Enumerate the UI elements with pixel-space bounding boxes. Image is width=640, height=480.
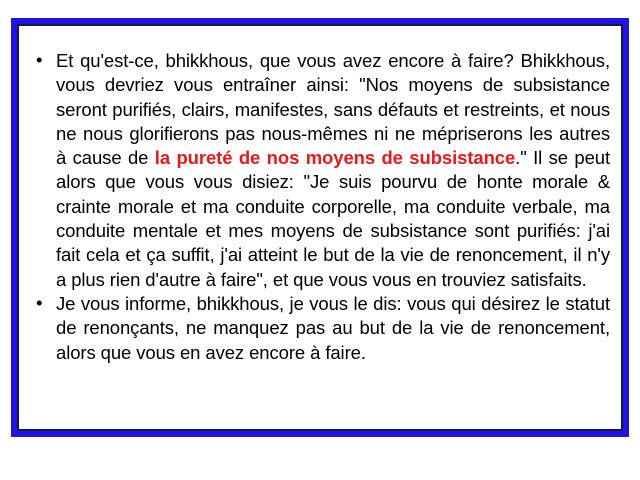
bullet-1-highlight-text: la pureté de nos moyens de subsistance (154, 147, 516, 169)
bullet-item-2 (31, 292, 610, 365)
bullet-item-1 (31, 49, 610, 292)
bullet-list (17, 24, 623, 365)
bullet-1-text-run-after: ." Il se peut alors que vous vous disiez: "Je suis pourvu de honte morale & crainte morale et ma conduite corporelle, ma conduite verbale, ma conduite mentale et mes moyens de subsistance sont purifiés: j'ai fait cela et ça suffit, j'ai atteint le but de la vie de renoncement, il n'y a plus rien d'autre à faire", et que vous vous en trouviez satisfaits. (56, 147, 610, 290)
bullet-1-text-run: Et qu'est-ce, bhikkhous, que vous avez encore à faire? Bhikkhous, vous devriez vous entraîner ainsi: "Nos moyens de subsistance seront purifiés, clairs, manifestes, sans défauts et restreints, et nous ne nous glorifierons pas nous-mêmes ni ne mépriserons les autres à cause de (56, 50, 610, 169)
bullet-2-text-run: Je vous informe, bhikkhous, je vous le dis: vous qui désirez le statut de renonçants, ne manquez pas au but de la vie de renoncement, alors que vous en avez encore à faire. (56, 292, 610, 363)
slide-text-box (11, 18, 629, 437)
